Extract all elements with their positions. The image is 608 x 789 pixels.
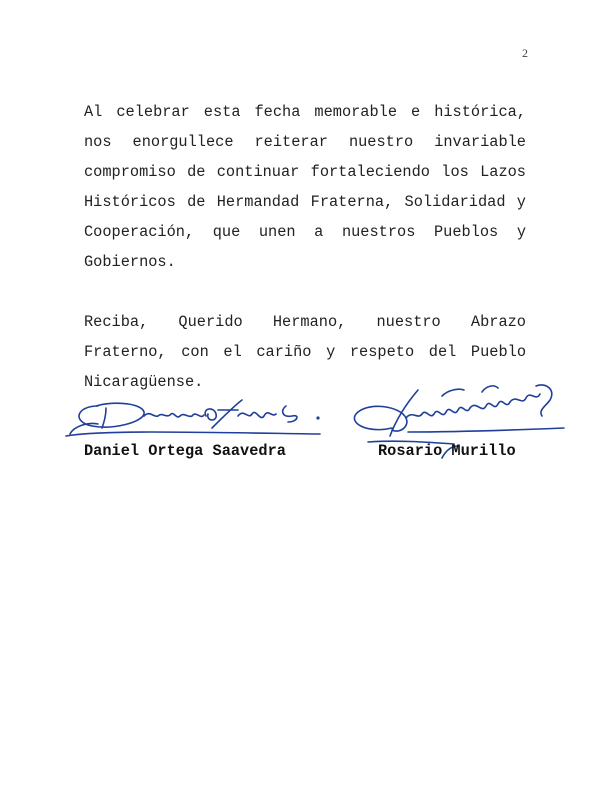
signature-daniel-ortega [62,388,332,444]
body-paragraph-closing-statement: Al celebrar esta fecha memorable e histórica, nos enorgullece reiterar nuestro invariable compromiso de continuar fortaleciendo los Lazos Históricos de Hermandad Fraterna, Solidaridad y Cooperación, que unen a nuestros Pueblos y Gobiernos. [84,103,526,271]
body-paragraph-farewell: Reciba, Querido Hermano, nuestro Abrazo Fraterno, con el cariño y respeto del Pueblo Nicaragüense. [84,313,526,391]
page-number: 2 [522,46,528,60]
signer-name-left: Daniel Ortega Saavedra [84,442,286,460]
signer-name-right: Rosario Murillo [378,442,516,460]
